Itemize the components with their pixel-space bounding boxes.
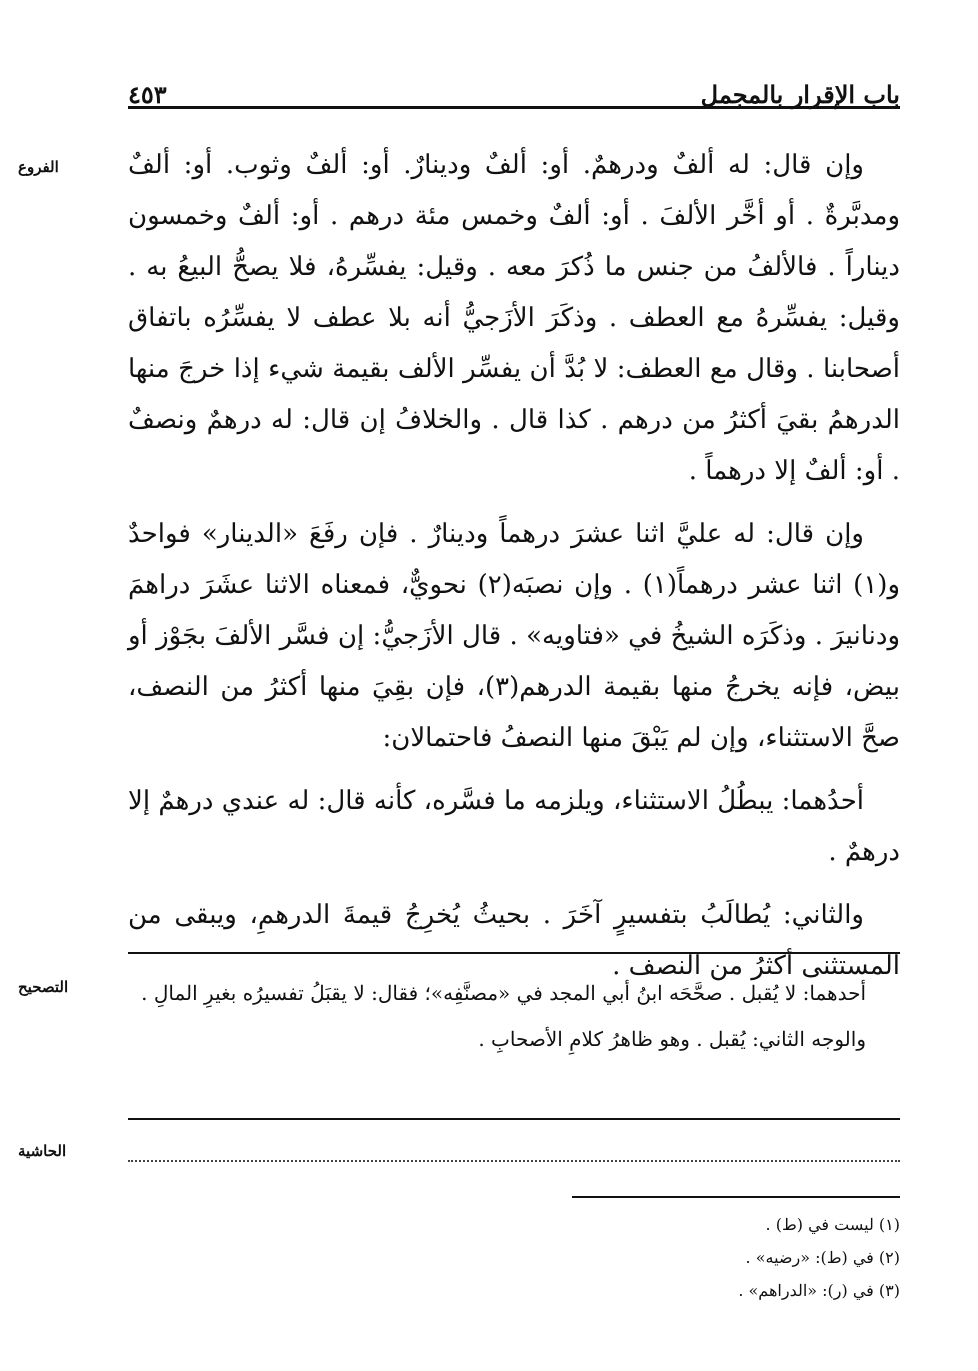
running-header bbox=[128, 70, 900, 110]
tashih-text bbox=[128, 970, 900, 1062]
section-divider-1 bbox=[128, 952, 900, 954]
footnote-3: (٣) في (ر): «الدراهم» . bbox=[738, 1281, 900, 1300]
main-paragraph-4: والثاني: يُطالَبُ بتفسيرٍ آخَرَ . بحيثُ يُخرِجُ قيمةَ الدرهمِ، ويبقى من المستثنى أكثرُ من النصف . bbox=[128, 900, 900, 981]
main-paragraph-1: وإن قال: له ألفٌ ودرهمٌ. أو: ألفٌ ودينارٌ. أو: ألفٌ وثوب. أو: ألفٌ ومدبَّرةٌ . أو أخَّر الألفَ . أو: ألفٌ وخمس مئة درهم . أو: ألفٌ وخمسون ديناراً . فالألفُ من جنس ما ذُكرَ معه . وقيل: يفسِّرهُ، فلا يصحُّ البيعُ به . وقيل: يفسِّرهُ مع العطف . وذكَرَ الأزَجيُّ أنه بلا عطف لا يفسِّرُه باتفاق أصحابنا . وقال مع العطف: لا بُدَّ أن يفسِّر الألف بقيمة شيء إذا خرجَ منها الدرهمُ بقيَ أكثرُ من درهم . كذا قال . والخلافُ إن قال: له درهمٌ ونصفٌ . أو: ألفٌ إلا درهماً . bbox=[128, 150, 900, 486]
section-divider-2 bbox=[128, 1118, 900, 1120]
chapter-title: باب الإقرار بالمجمل bbox=[700, 80, 900, 109]
main-text bbox=[128, 140, 900, 992]
hashiya-dotted-line bbox=[128, 1160, 900, 1162]
footnote-2: (٢) في (ط): «رضيه» . bbox=[745, 1248, 900, 1267]
main-paragraph-3: أحدُهما: يبطُلُ الاستثناء، ويلزمه ما فسَّره، كأنه قال: له عندي درهمٌ إلا درهمٌ . bbox=[128, 786, 900, 867]
label-hashiya: الحاشية bbox=[18, 1142, 67, 1160]
footnotes bbox=[128, 1208, 900, 1307]
tashih-paragraph-2: والوجه الثاني: يُقبل . وهو ظاهرُ كلامِ الأصحابِ . bbox=[478, 1027, 866, 1051]
main-paragraph-2: وإن قال: له عليَّ اثنا عشرَ درهماً ودينارٌ . فإن رفَعَ «الدينار» فواحدٌ و(١) اثنا عشر درهماً(١) . وإن نصبَه(٢) نحويٌّ، فمعناه الاثنا عشَرَ دراهمَ ودنانيرَ . وذكَرَه الشيخُ في «فتاويه» . قال الأزَجيُّ: إن فسَّر الألفَ بجَوْز أو بيض، فإنه يخرجُ منها بقيمة الدرهم(٣)، فإن بقِيَ منها أكثرُ من النصف، صحَّ الاستثناء، وإن لم يَبْقَ منها النصفُ فاحتمالان: bbox=[128, 519, 900, 753]
page-number: ٤٥٣ bbox=[128, 80, 167, 109]
footnote-rule bbox=[572, 1196, 900, 1198]
header-rule bbox=[128, 106, 900, 109]
footnote-1: (١) ليست في (ط) . bbox=[765, 1215, 900, 1234]
tashih-paragraph-1: أحدهما: لا يُقبل . صحَّحَه ابنُ أبي المجد في «مصنَّفِه»؛ فقال: لا يقبَلُ تفسيرُه بغيرِ المالِ . bbox=[141, 981, 866, 1005]
label-furu: الفروع bbox=[18, 158, 59, 176]
label-tashih: التصحيح bbox=[18, 978, 69, 996]
